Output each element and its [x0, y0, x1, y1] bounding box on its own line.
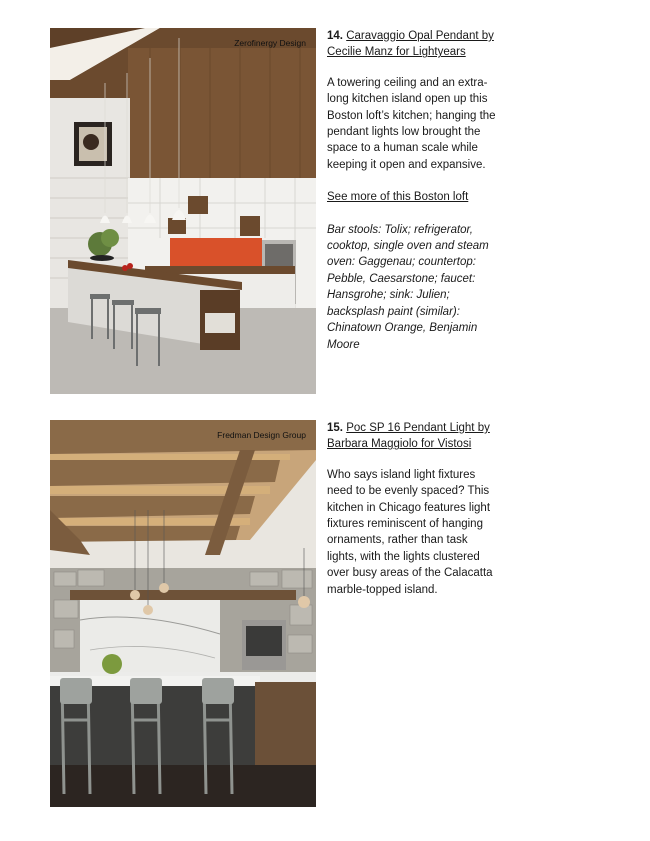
photo-credit: Fredman Design Group: [217, 430, 306, 440]
photo-credit: Zerofinergy Design: [234, 38, 306, 48]
entry-description: A towering ceiling and an extra-long kitchen island open up this Boston loft’s kitchen; hanging the pendant lights low brought the space to a human scale while keeping it open and expansive.: [327, 76, 496, 171]
entry-text: [327, 28, 499, 369]
entry-description: Who says island light fixtures need to be evenly spaced? This kitchen in Chicago features light fixtures reminiscent of hanging ornaments, rather than task lights, with the lights clustered over busy areas of the Calacatta marble-topped island.: [327, 468, 493, 596]
kitchen-photo-chicago: [50, 420, 316, 807]
product-link[interactable]: Poc SP 16 Pendant Light by Barbara Maggiolo for Vistosi: [327, 422, 490, 451]
entry-number: 15.: [327, 422, 343, 434]
kitchen-photo-boston-loft: [50, 28, 316, 394]
product-link[interactable]: Caravaggio Opal Pendant by Cecilie Manz for Lightyears: [327, 30, 494, 59]
see-more-link[interactable]: See more of this Boston loft: [327, 191, 469, 204]
entry-text: [327, 420, 499, 614]
entry-heading: [327, 28, 499, 61]
entry-number: 14.: [327, 30, 343, 42]
entry-heading: [327, 420, 499, 453]
sources-list: Bar stools: Tolix; refrigerator, cooktop, single oven and steam oven: Gaggenau; countertop: Pebble, Caesarstone; faucet: Hansgrohe; sink: Julien; backsplash paint (similar): Chinatown Orange, Benjamin Moore: [327, 223, 489, 351]
